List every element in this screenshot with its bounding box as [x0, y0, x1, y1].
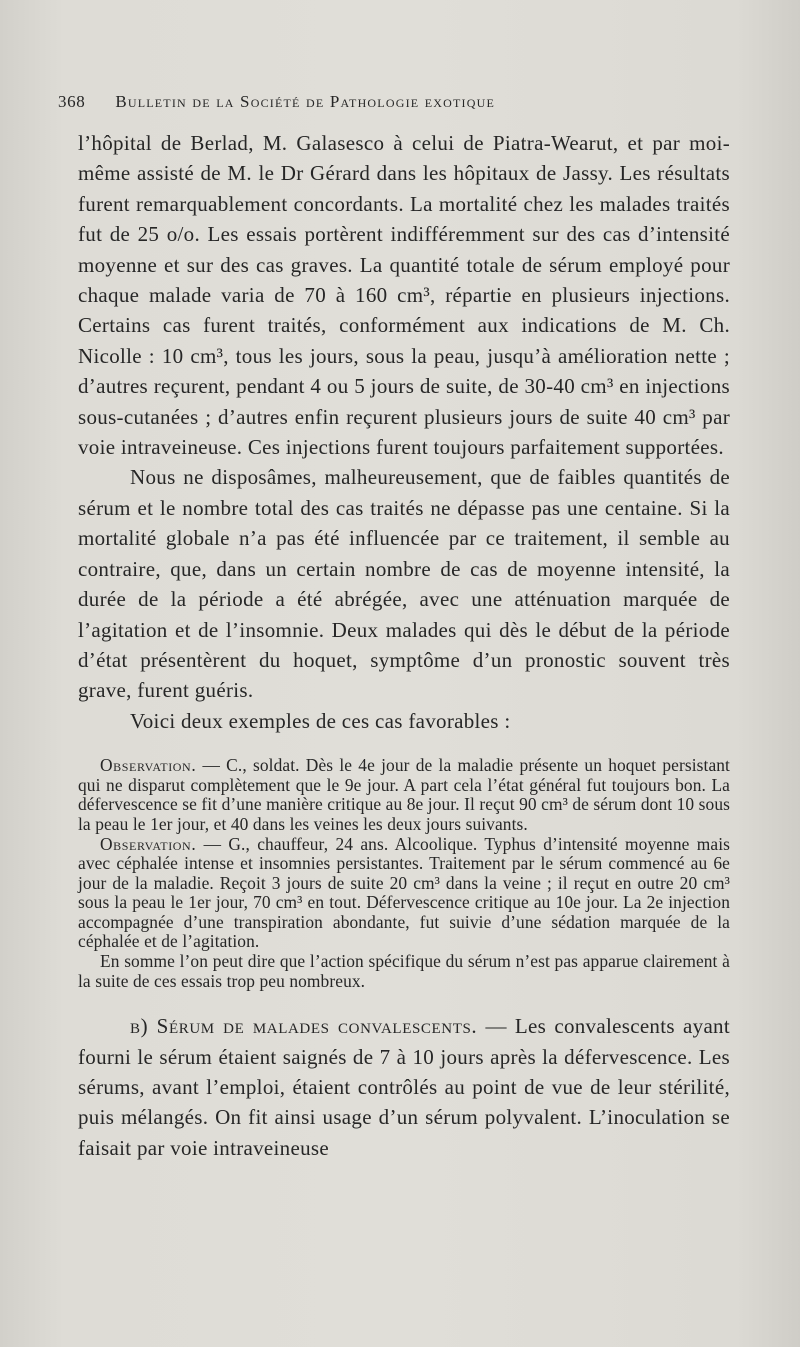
observation-1	[78, 756, 730, 834]
section-b-label: b) Sérum de malades convalescents.	[130, 1014, 478, 1039]
observation-2-label: Observation.	[100, 833, 197, 854]
paragraph-1: l’hôpital de Berlad, M. Galasesco à celui de Piatra-Wearut, et par moi-même assisté de M. le Dr Gérard dans les hôpitaux de Jassy. Les résultats furent remarquablement concordants. La mortalité chez les malades traités fut de 25 o/o. Les essais portèrent indifféremment sur des cas d’intensité moyenne et sur des cas graves. La quantité totale de sérum employé pour chaque malade varia de 70 à 160 cm³, répartie en plusieurs injections. Certains cas furent traités, conformément aux indications de M. Ch. Nicolle : 10 cm³, tous les jours, sous la peau, jusqu’à amélioration nette ; d’autres reçurent, pendant 4 ou 5 jours de suite, de 30-40 cm³ en injections sous-cutanées ; d’autres enfin reçurent plusieurs jours de suite 40 cm³ par voie intraveineuse. Ces injections furent toujours parfaitement supportées.	[78, 131, 730, 460]
summary-note: En somme l’on peut dire que l’action spécifique du sérum n’est pas apparue clairement à la suite de ces essais trop peu nombreux.	[78, 951, 730, 991]
section-b	[78, 1011, 730, 1163]
paragraph-3: Voici deux exemples de ces cas favorables :	[130, 708, 511, 733]
body-text	[78, 128, 730, 1163]
journal-title: Bulletin de la Société de Pathologie exotique	[115, 92, 495, 111]
observation-2	[78, 835, 730, 953]
running-head	[58, 92, 728, 112]
paragraph-2: Nous ne disposâmes, malheureusement, que de faibles quantités de sérum et le nombre total des cas traités ne dépasse pas une centaine. Si la mortalité globale n’a pas été influencée par ce traitement, il semble au contraire, que, dans un certain nombre de cas de moyenne intensité, la durée de la période a été abrégée, avec une atténuation marquée de l’agitation et de l’insomnie. Deux malades qui dès le début de la période d’état présentèrent du hoquet, symptôme d’un pronostic souvent très grave, furent guéris.	[78, 465, 730, 703]
section-b-text: — Les convalescents ayant fourni le sérum étaient saignés de 7 à 10 jours après la défervescence. Les sérums, avant l’emploi, étaient contrôlés au point de vue de leur stérilité, puis mélangés. On fit ainsi usage d’un sérum polyvalent. L’inoculation se faisait par voie intraveineuse	[78, 1014, 730, 1160]
page-number: 368	[58, 92, 86, 111]
observation-1-text: — C., soldat. Dès le 4e jour de la maladie présente un hoquet persistant qui ne disparut complètement que le 9e jour. A part cela l’état général fut toujours bon. La défervescence se fit d’une manière critique au 8e jour. Il reçut 90 cm³ de sérum dont 10 sous la peau le 1er jour, et 40 dans les veines les deux jours suivants.	[78, 755, 730, 834]
observation-1-label: Observation.	[100, 755, 197, 776]
observation-2-text: — G., chauffeur, 24 ans. Alcoolique. Typhus d’intensité moyenne mais avec céphalée intense et insomnies persistantes. Traitement par le sérum commencé au 6e jour de la maladie. Reçoit 3 jours de suite 20 cm³ dans la veine ; il reçut en outre 20 cm³ sous la peau le 1er jour, 70 cm³ en tout. Défervescence critique au 10e jour. La 2e injection accompagnée d’une transpiration abondante, fut suivie d’une sédation marquée de la céphalée et de l’agitation.	[78, 833, 730, 952]
